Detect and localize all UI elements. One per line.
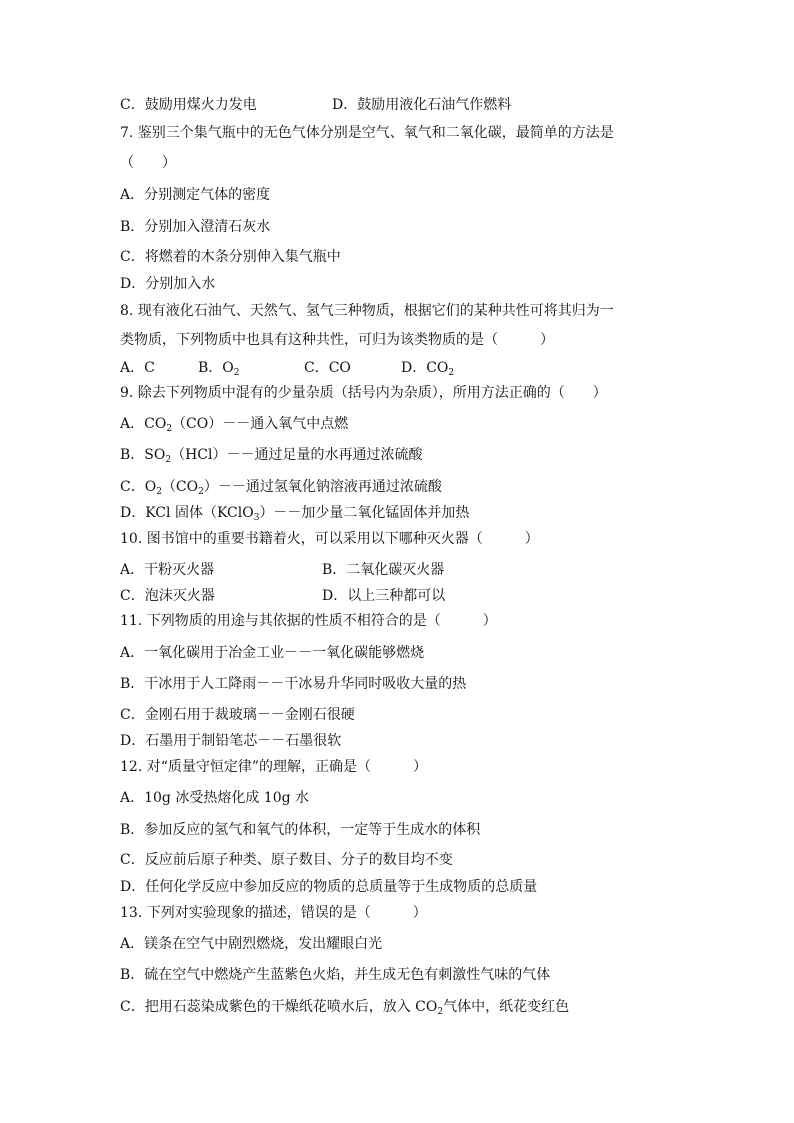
option-10c: C．泡沫灭火器 (120, 588, 215, 604)
option-12b: B．参加反应的氢气和氧气的体积，一定等于生成水的体积 (120, 822, 481, 838)
option-10a: A．干粉灭火器 (120, 562, 215, 578)
option-7b: B．分别加入澄清石灰水 (120, 219, 271, 235)
option-8b: B．$O_2$ (198, 360, 240, 378)
option-13a: A．镁条在空气中剧烈燃烧，发出耀眼白光 (120, 936, 383, 952)
question-9: 9. 除去下列物质中混有的少量杂质（括号内为杂质），所用方法正确的（ ） (120, 385, 607, 401)
option-11d: D．石墨用于制铅笔芯－－石墨很软 (120, 733, 342, 749)
question-13: 13. 下列对实验现象的描述，错误的是（ ） (120, 905, 427, 921)
question-10: 10. 图书馆中的重要书籍着火，可以采用以下哪种灭火器（ ） (120, 531, 539, 547)
option-9c: C．$O_2(CO_2)--$通过氢氧化钠溶液再通过浓硫酸 (120, 479, 442, 497)
question-8-cont: 类物质，下列物质中也具有这种共性，可归为该类物质的是（ ） (120, 332, 554, 348)
option-13c: C．把用石蕊染成紫色的干燥纸花喷水后，放入 $CO_2$气体中，纸花变红色 (120, 999, 570, 1017)
option-12c: C．反应前后原子种类、原子数目、分子的数目均不变 (120, 852, 453, 868)
option-10d: D．以上三种都可以 (322, 588, 446, 604)
option-6c: C．鼓励用煤火力发电 (120, 97, 257, 113)
option-7c: C．将燃着的木条分别伸入集气瓶中 (120, 249, 341, 265)
option-11b: B．干冰用于人工降雨－－干冰易升华同时吸收大量的热 (120, 676, 467, 692)
question-8: 8. 现有液化石油气、天然气、氢气三种物质，根据它们的某种共性可将其归为一 (120, 303, 614, 319)
option-12d: D．任何化学反应中参加反应的物质的总质量等于生成物质的总质量 (120, 879, 538, 895)
option-10b: B．二氧化碳灭火器 (322, 562, 445, 578)
option-11c: C．金刚石用于裁玻璃－－金刚石很硬 (120, 707, 355, 723)
option-8d: D．$CO_2$ (401, 360, 455, 378)
option-9a: A．$CO_2(CO)--$通入氧气中点燃 (120, 416, 349, 434)
option-9b: B．$SO_2(HCl)--$通过足量的水再通过浓硫酸 (120, 447, 423, 465)
question-7-bracket: （ ） (120, 155, 176, 171)
option-12a: A．10g 冰受热熔化成 10g 水 (120, 790, 310, 806)
option-7a: A．分别测定气体的密度 (120, 187, 271, 203)
option-13b: B．硫在空气中燃烧产生蓝紫色火焰，并生成无色有刺激性气味的气体 (120, 967, 551, 983)
option-9d: D．KCl 固体（KClO$_3$）－－加少量二氧化锰固体并加热 (120, 505, 470, 523)
option-8c: C．CO (304, 360, 351, 376)
option-11a: A．一氧化碳用于冶金工业－－一氧化碳能够燃烧 (120, 645, 425, 661)
question-11: 11. 下列物质的用途与其依据的性质不相符合的是（ ） (120, 613, 497, 629)
option-6d: D．鼓励用液化石油气作燃料 (332, 97, 512, 113)
question-7: 7. 鉴别三个集气瓶中的无色气体分别是空气、氧气和二氧化碳，最简单的方法是 (120, 125, 614, 141)
question-12: 12. 对“质量守恒定律”的理解，正确是（ ） (120, 759, 428, 775)
option-8a: A．C (120, 360, 155, 376)
option-7d: D．分别加入水 (120, 276, 216, 292)
